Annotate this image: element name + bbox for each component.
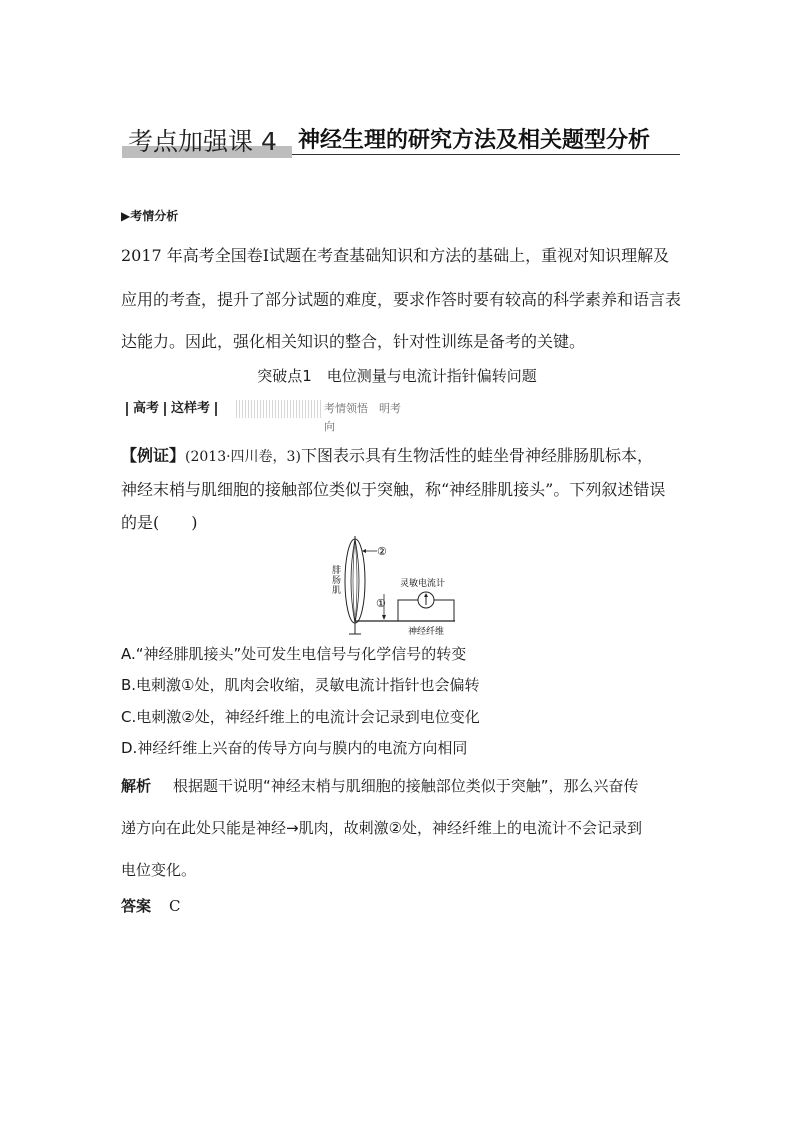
muscle-shape [345, 536, 365, 634]
muscle-label: 腓肠肌 [332, 566, 342, 596]
title-lesson-number: 考点加强课 4 [128, 127, 277, 156]
answer-line [121, 895, 181, 916]
banner-part-2: 这样考 [171, 401, 211, 416]
intro-line-3: 达能力。因此，强化相关知识的整合，针对性训练是备考的关键。 [121, 332, 586, 351]
example-line-1 [121, 443, 653, 466]
option-b: B.电刺激①处，肌肉会收缩，灵敏电流计指针也会偏转 [121, 676, 480, 694]
exam-banner [121, 399, 411, 433]
answer-value: C [169, 897, 181, 915]
example-text-1: 下图表示具有生物活性的蛙坐骨神经腓肠肌标本， [300, 446, 653, 465]
section-label: ▶考情分析 [121, 209, 179, 223]
point2-label: ② [377, 545, 387, 558]
analysis-text-1: 根据题干说明“神经末梢与肌细胞的接触部位类似于突触”，那么兴奋传 [173, 777, 639, 795]
analysis-line-3: 电位变化。 [121, 861, 197, 879]
page-title [122, 120, 682, 160]
title-underline-rule [292, 154, 680, 155]
example-source: (2013·四川卷，3) [185, 449, 301, 465]
banner-part-1: 高考 [133, 401, 160, 416]
meter-label: 灵敏电流计 [400, 579, 446, 589]
galvanometer [398, 592, 454, 621]
analysis-label: 解析 [121, 777, 152, 795]
analysis-line-2: 递方向在此处只能是神经→肌肉，故刺激②处，神经纤维上的电流计不会记录到 [121, 819, 643, 837]
title-topic: 神经生理的研究方法及相关题型分析 [298, 127, 651, 153]
banner-label [121, 399, 222, 419]
option-a: A.“神经腓肌接头”处可发生电信号与化学信号的转变 [121, 645, 467, 663]
nerve-label: 神经纤维 [408, 627, 445, 636]
intro-line-1: 2017 年高考全国卷Ⅰ试题在考查基础知识和方法的基础上，重视对知识理解及 [121, 246, 670, 265]
point1-label: ① [376, 597, 386, 610]
example-line-2: 神经末梢与肌细胞的接触部位类似于突触，称“神经腓肌接头”。下列叙述错误 [121, 480, 666, 499]
intro-line-2: 应用的考查，提升了部分试题的难度，要求作答时要有较高的科学素养和语言表 [121, 290, 682, 309]
option-d: D.神经纤维上兴奋的传导方向与膜内的电流方向相同 [121, 739, 468, 757]
example-tag: 【例证】 [121, 446, 186, 465]
analysis-line-1 [121, 775, 639, 796]
answer-label: 答案 [121, 897, 152, 915]
breakthrough-heading: 突破点1 电位测量与电流计指针偏转问题 [257, 367, 537, 385]
nerve-muscle-diagram [300, 536, 470, 636]
banner-subtitle: 考情领悟 明考向 [321, 400, 411, 418]
option-c: C.电刺激②处，神经纤维上的电流计会记录到电位变化 [121, 708, 480, 726]
example-line-3: 的是( ) [121, 513, 198, 532]
